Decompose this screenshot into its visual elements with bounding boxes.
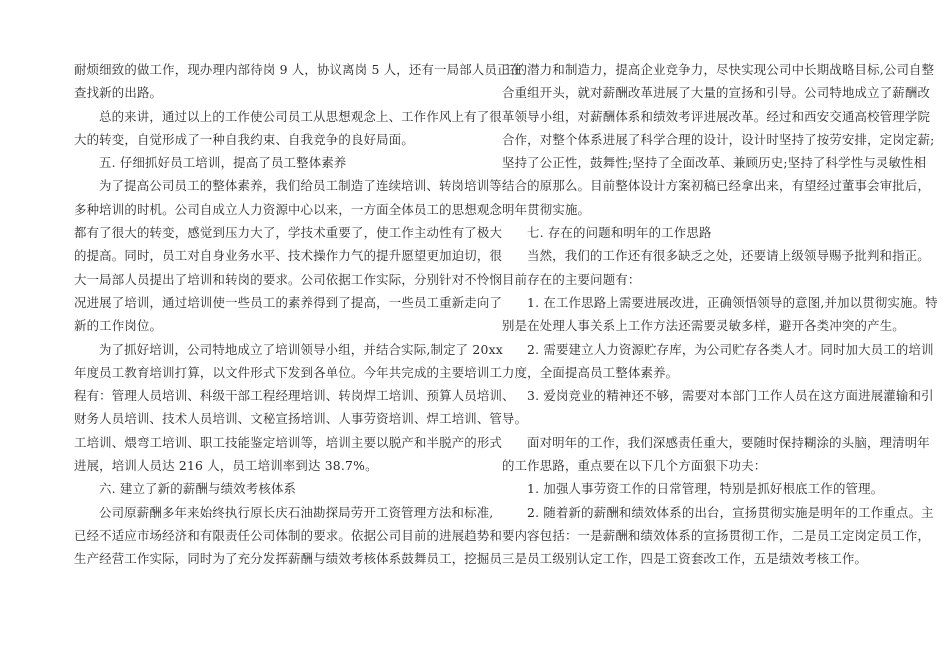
text-line: 为了抓好培训，公司特地成立了培训领导小组，并结合实际,制定了 20xx (99, 341, 503, 357)
text-line: 当然，我们的工作还有很多缺乏之处，还要请上级领导赐予批判和指正。 (527, 248, 930, 264)
text-line: 况进展了培训，通过培训使一些员工的素养得到了提高，一些员工重新走向了 (74, 294, 503, 310)
text-line: 目前存在的主要问题有： (502, 271, 641, 287)
text-line: 三是员工级别认定工作，四是工资套改工作，五是绩效考核工作。 (502, 551, 868, 567)
right-column (502, 58, 938, 571)
text-line: 面对明年的工作，我们深感责任重大，要随时保持糊涂的头脑，理清明年 (527, 434, 930, 450)
text-line: 1. 在工作思路上需要进展改进，正确领悟领导的意图,并加以贯彻实施。特 (527, 294, 938, 310)
text-line: 进展，培训人员达 216 人，员工培训率到达 38.7%。 (74, 458, 378, 474)
text-line: 大的转变，自觉形成了一种自我约束、自我竞争的良好局面。 (74, 131, 414, 147)
text-line: 五. 仔细抓好员工培训，提高了员工整体素养 (99, 155, 347, 171)
text-line: 七. 存在的问题和明年的工作思路 (527, 225, 712, 241)
text-line: 财务人员培训、技术人员培训、文秘宣扬培训、人事劳资培训、焊工培训、管 (74, 411, 503, 427)
text-line: 六. 建立了新的薪酬与绩效考核体系 (99, 481, 297, 497)
left-column (74, 58, 523, 571)
text-line: 新的工作岗位。 (74, 318, 163, 334)
text-line: 3. 爱岗竞业的精神还不够，需要对本部门工作人员在这方面进展灌输和引 (527, 388, 934, 404)
text-line: 革领导小组，对薪酬体系和绩效考评进展改革。经过和西安交通高校管理学院 (502, 108, 931, 124)
text-line: 的工作思路，重点要在以下几个方面狠下功夫： (502, 458, 767, 474)
text-line: 工培训、煨弯工培训、职工技能鉴定培训等，培训主要以脱产和半脱产的形式 (74, 434, 503, 450)
text-line: 都有了很大的转变，感觉到压力大了，学技术重要了，使工作主动性有了极大 (74, 225, 503, 241)
text-line: 坚持了公正性，鼓舞性;坚持了全面改革、兼顾历史;坚持了科学性与灵敏性相 (502, 155, 927, 171)
text-line: 总的来讲，通过以上的工作使公司员工从思想观念上、工作作风上有了很 (99, 108, 502, 124)
text-line: 程有：管理人员培训、科级干部工程经理培训、转岗焊工培训、预算人员培训、 (74, 388, 515, 404)
text-line: 多种培训的时机。公司自成立人力资源中心以来，一方面全体员工的思想观念 (74, 201, 503, 217)
text-line: 查找新的出路。 (74, 85, 163, 101)
text-line: 耐烦细致的做工作，现办理内部待岗 9 人，协议离岗 5 人，还有一局部人员正在 (74, 62, 523, 77)
text-line: 公司原薪酬多年来始终执行原长庆石油勘探局劳开工资管理方法和标准, (99, 504, 494, 520)
text-line: 别是在处理人事关系上工作方法还需要灵敏多样，避开各类冲突的产生。 (502, 318, 905, 334)
text-line: 年度员工教育培训打算，以文件形式下发到各单位。今年共完成的主要培训工 (74, 364, 503, 380)
text-line: 明年贯彻实施。 (502, 201, 591, 217)
text-line: 大一局部人员提出了培训和转岗的要求。公司依据工作实际，分别针对不怜悯 (74, 271, 503, 287)
text-line: 力度，全面提高员工整体素养。 (502, 364, 679, 380)
text-line: 的提高。同时，员工对自身业务水平、技术操作力气的提升愿望更加迫切，很 (74, 248, 503, 264)
text-line: 已经不适应市场经济和有限责任公司体制的要求。依据公司目前的进展趋势和 (74, 527, 503, 543)
text-line: 工的潜力和制造力，提高企业竞争力，尽快实现公司中长期战略目标,公司自整 (502, 62, 935, 77)
text-line: 要内容包括：一是薪酬和绩效体系的宣扬贯彻工作，二是员工定岗定员工作， (502, 527, 931, 543)
text-line: 导。 (502, 411, 528, 427)
text-line: 1. 加强人事劳资工作的日常管理，特别是抓好根底工作的管理。 (527, 481, 884, 497)
text-line: 为了提高公司员工的整体素养，我们给员工制造了连续培训、转岗培训等 (99, 178, 502, 194)
text-line: 2. 需要建立人力资源贮存库，为公司贮存各类人才。同时加大员工的培训 (527, 341, 934, 357)
text-line: 生产经营工作实际，同时为了充分发挥薪酬与绩效考核体系鼓舞员工，挖掘员 (74, 551, 503, 567)
text-line: 合作，对整个体系进展了科学合理的设计，设计时坚持了按劳安排，定岗定薪; (502, 131, 935, 147)
text-line: 2. 随着新的薪酬和绩效体系的出台，宣扬贯彻实施是明年的工作重点。主 (527, 504, 934, 520)
text-line: 合重组开头，就对薪酬改革进展了大量的宣扬和引导。公司特地成立了薪酬改 (502, 85, 931, 101)
text-line: 结合的原那么。目前整体设计方案初稿已经拿出来，有望经过董事会审批后， (502, 178, 931, 194)
